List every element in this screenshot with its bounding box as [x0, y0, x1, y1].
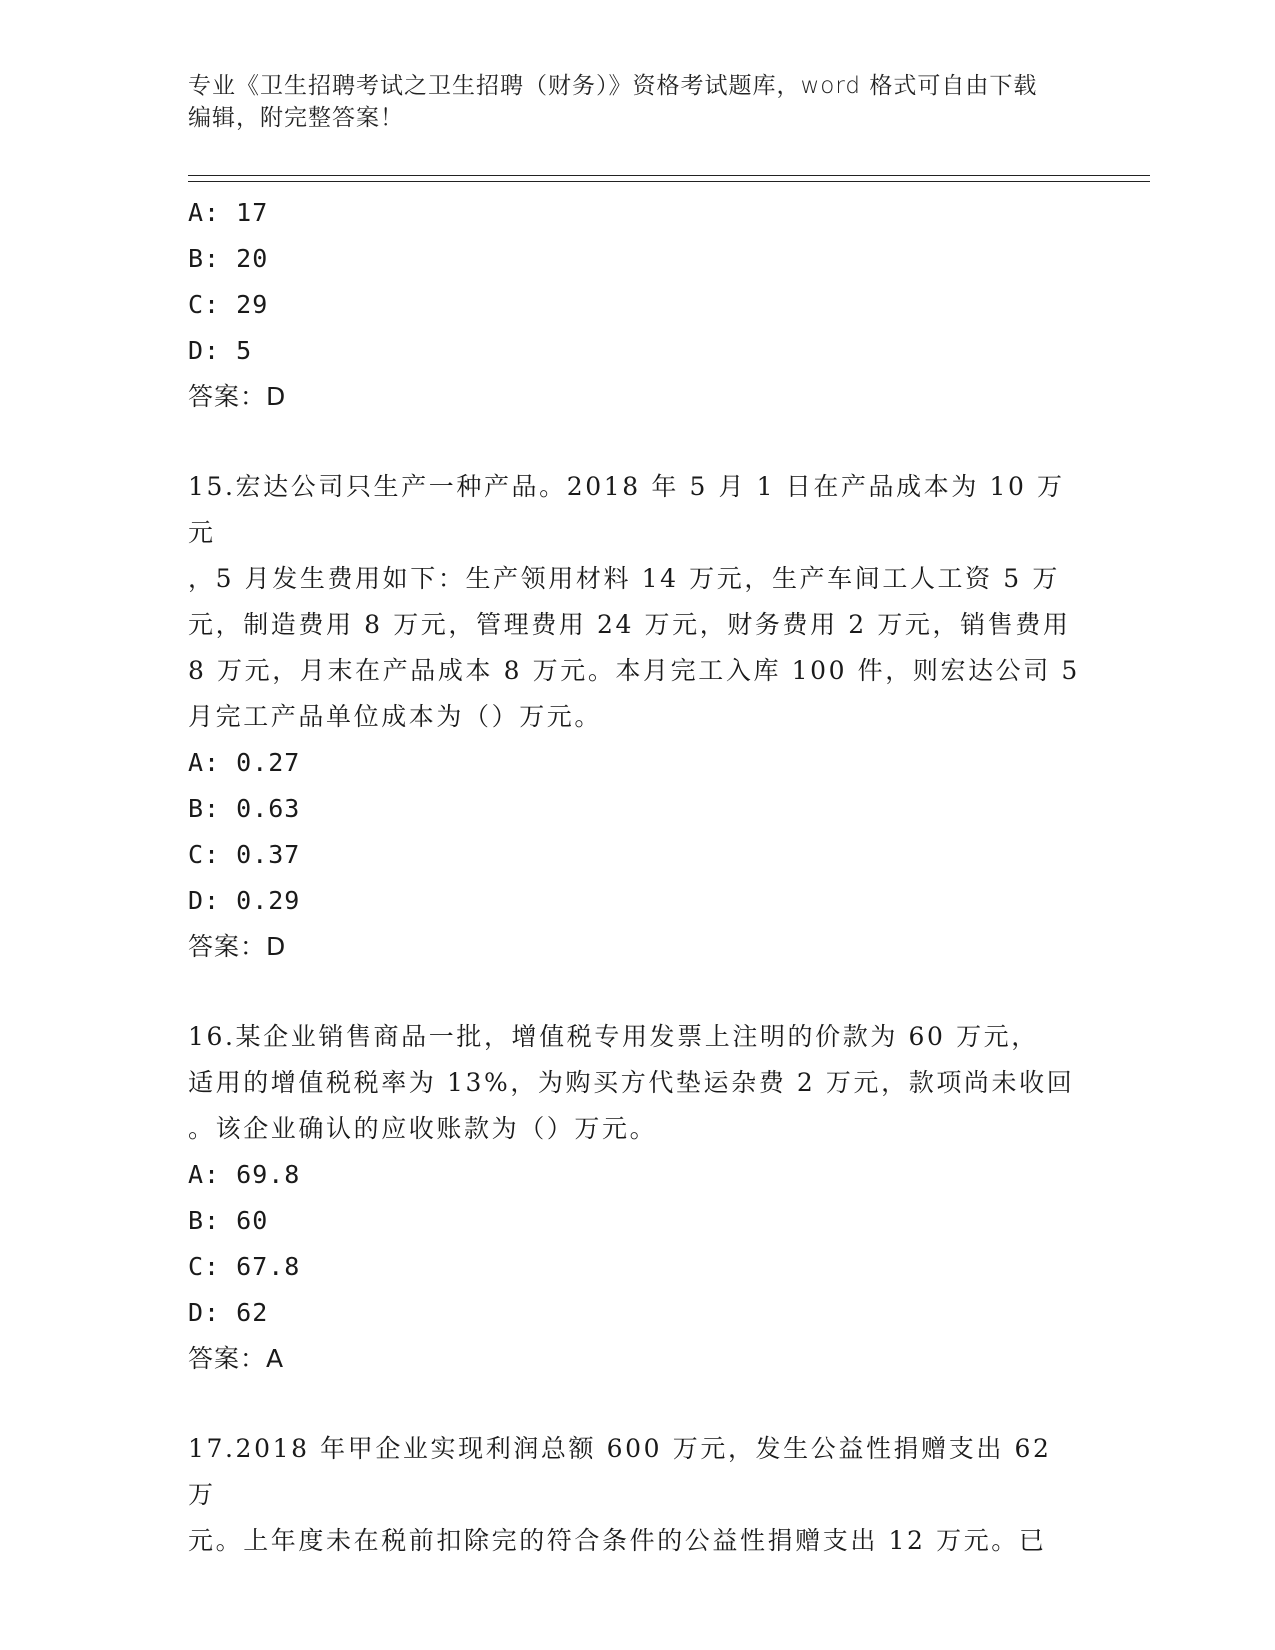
- question-14: [188, 190, 1088, 420]
- answer: 答案：A: [188, 1344, 285, 1373]
- stem-line: 元，制造费用 8 万元，管理费用 24 万元，财务费用 2 万元，销售费用: [188, 610, 1071, 639]
- question-17: [188, 1426, 1088, 1564]
- stem-line: 15.宏达公司只生产一种产品。2018 年 5 月 1 日在产品成本为 10 万元: [188, 472, 1065, 547]
- option-d: D: 0.29: [188, 886, 301, 915]
- question-stem: [188, 464, 1088, 740]
- question-stem: [188, 1014, 1088, 1152]
- option-a: A: 0.27: [188, 748, 301, 777]
- stem-line: 17.2018 年甲企业实现利润总额 600 万元，发生公益性捐赠支出 62 万: [188, 1434, 1052, 1509]
- document-header: [188, 70, 1088, 134]
- option-b: B: 20: [188, 244, 269, 273]
- answer: 答案：D: [188, 382, 287, 411]
- option-b: B: 0.63: [188, 794, 301, 823]
- answer: 答案：D: [188, 932, 287, 961]
- option-a: A: 17: [188, 198, 269, 227]
- option-c: C: 29: [188, 290, 269, 319]
- question-16: [188, 1014, 1088, 1382]
- header-divider-top: [188, 175, 1150, 176]
- question-list: [188, 190, 1088, 1564]
- option-d: D: 62: [188, 1298, 269, 1327]
- header-line-2: 编辑，附完整答案！: [188, 105, 404, 131]
- question-15: [188, 464, 1088, 970]
- stem-line: ，5 月发生费用如下：生产领用材料 14 万元，生产车间工人工资 5 万: [188, 564, 1060, 593]
- option-a: A: 69.8: [188, 1160, 301, 1189]
- stem-line: 元。上年度未在税前扣除完的符合条件的公益性捐赠支出 12 万元。已: [188, 1526, 1047, 1555]
- stem-line: 8 万元，月末在产品成本 8 万元。本月完工入库 100 件，则宏达公司 5: [188, 656, 1080, 685]
- option-c: C: 67.8: [188, 1252, 301, 1281]
- stem-line: 月完工产品单位成本为（）万元。: [188, 702, 603, 731]
- header-divider-bottom: [188, 181, 1150, 182]
- question-stem: [188, 1426, 1088, 1564]
- option-c: C: 0.37: [188, 840, 301, 869]
- header-line-1: 专业《卫生招聘考试之卫生招聘（财务）》资格考试题库，word 格式可自由下载: [188, 73, 1038, 99]
- stem-line: 。该企业确认的应收账款为（）万元。: [188, 1114, 658, 1143]
- stem-line: 适用的增值税税率为 13%，为购买方代垫运杂费 2 万元，款项尚未收回: [188, 1068, 1075, 1097]
- stem-line: 16.某企业销售商品一批，增值税专用发票上注明的价款为 60 万元，: [188, 1022, 1039, 1051]
- option-d: D: 5: [188, 336, 253, 365]
- option-b: B: 60: [188, 1206, 269, 1235]
